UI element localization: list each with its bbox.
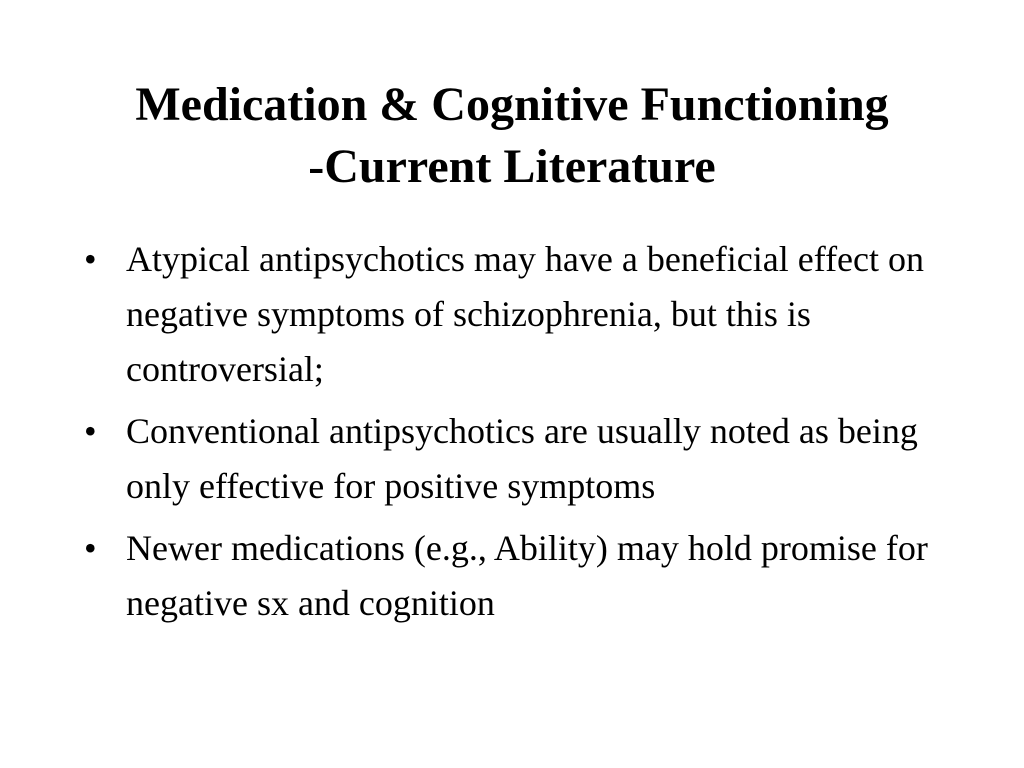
bullet-item — [84, 521, 984, 631]
bullet-item — [84, 404, 984, 514]
bullet-list — [84, 232, 984, 638]
slide-title-line-1: Medication & Cognitive Functioning — [135, 78, 889, 131]
bullet-item — [84, 232, 984, 397]
bullet-dot-icon: • — [84, 239, 97, 279]
slide-title-line-2: -Current Literature — [308, 140, 716, 193]
bullet-text: Atypical antipsychotics may have a beneficial effect on negative symptoms of schizophrenia, but this is controversial; — [126, 239, 925, 389]
bullet-text: Conventional antipsychotics are usually noted as being only effective for positive symptoms — [126, 411, 918, 506]
bullet-dot-icon: • — [84, 411, 97, 451]
slide-title — [40, 74, 984, 198]
bullet-text: Newer medications (e.g., Ability) may hold promise for negative sx and cognition — [126, 528, 928, 623]
bullet-dot-icon: • — [84, 528, 97, 568]
